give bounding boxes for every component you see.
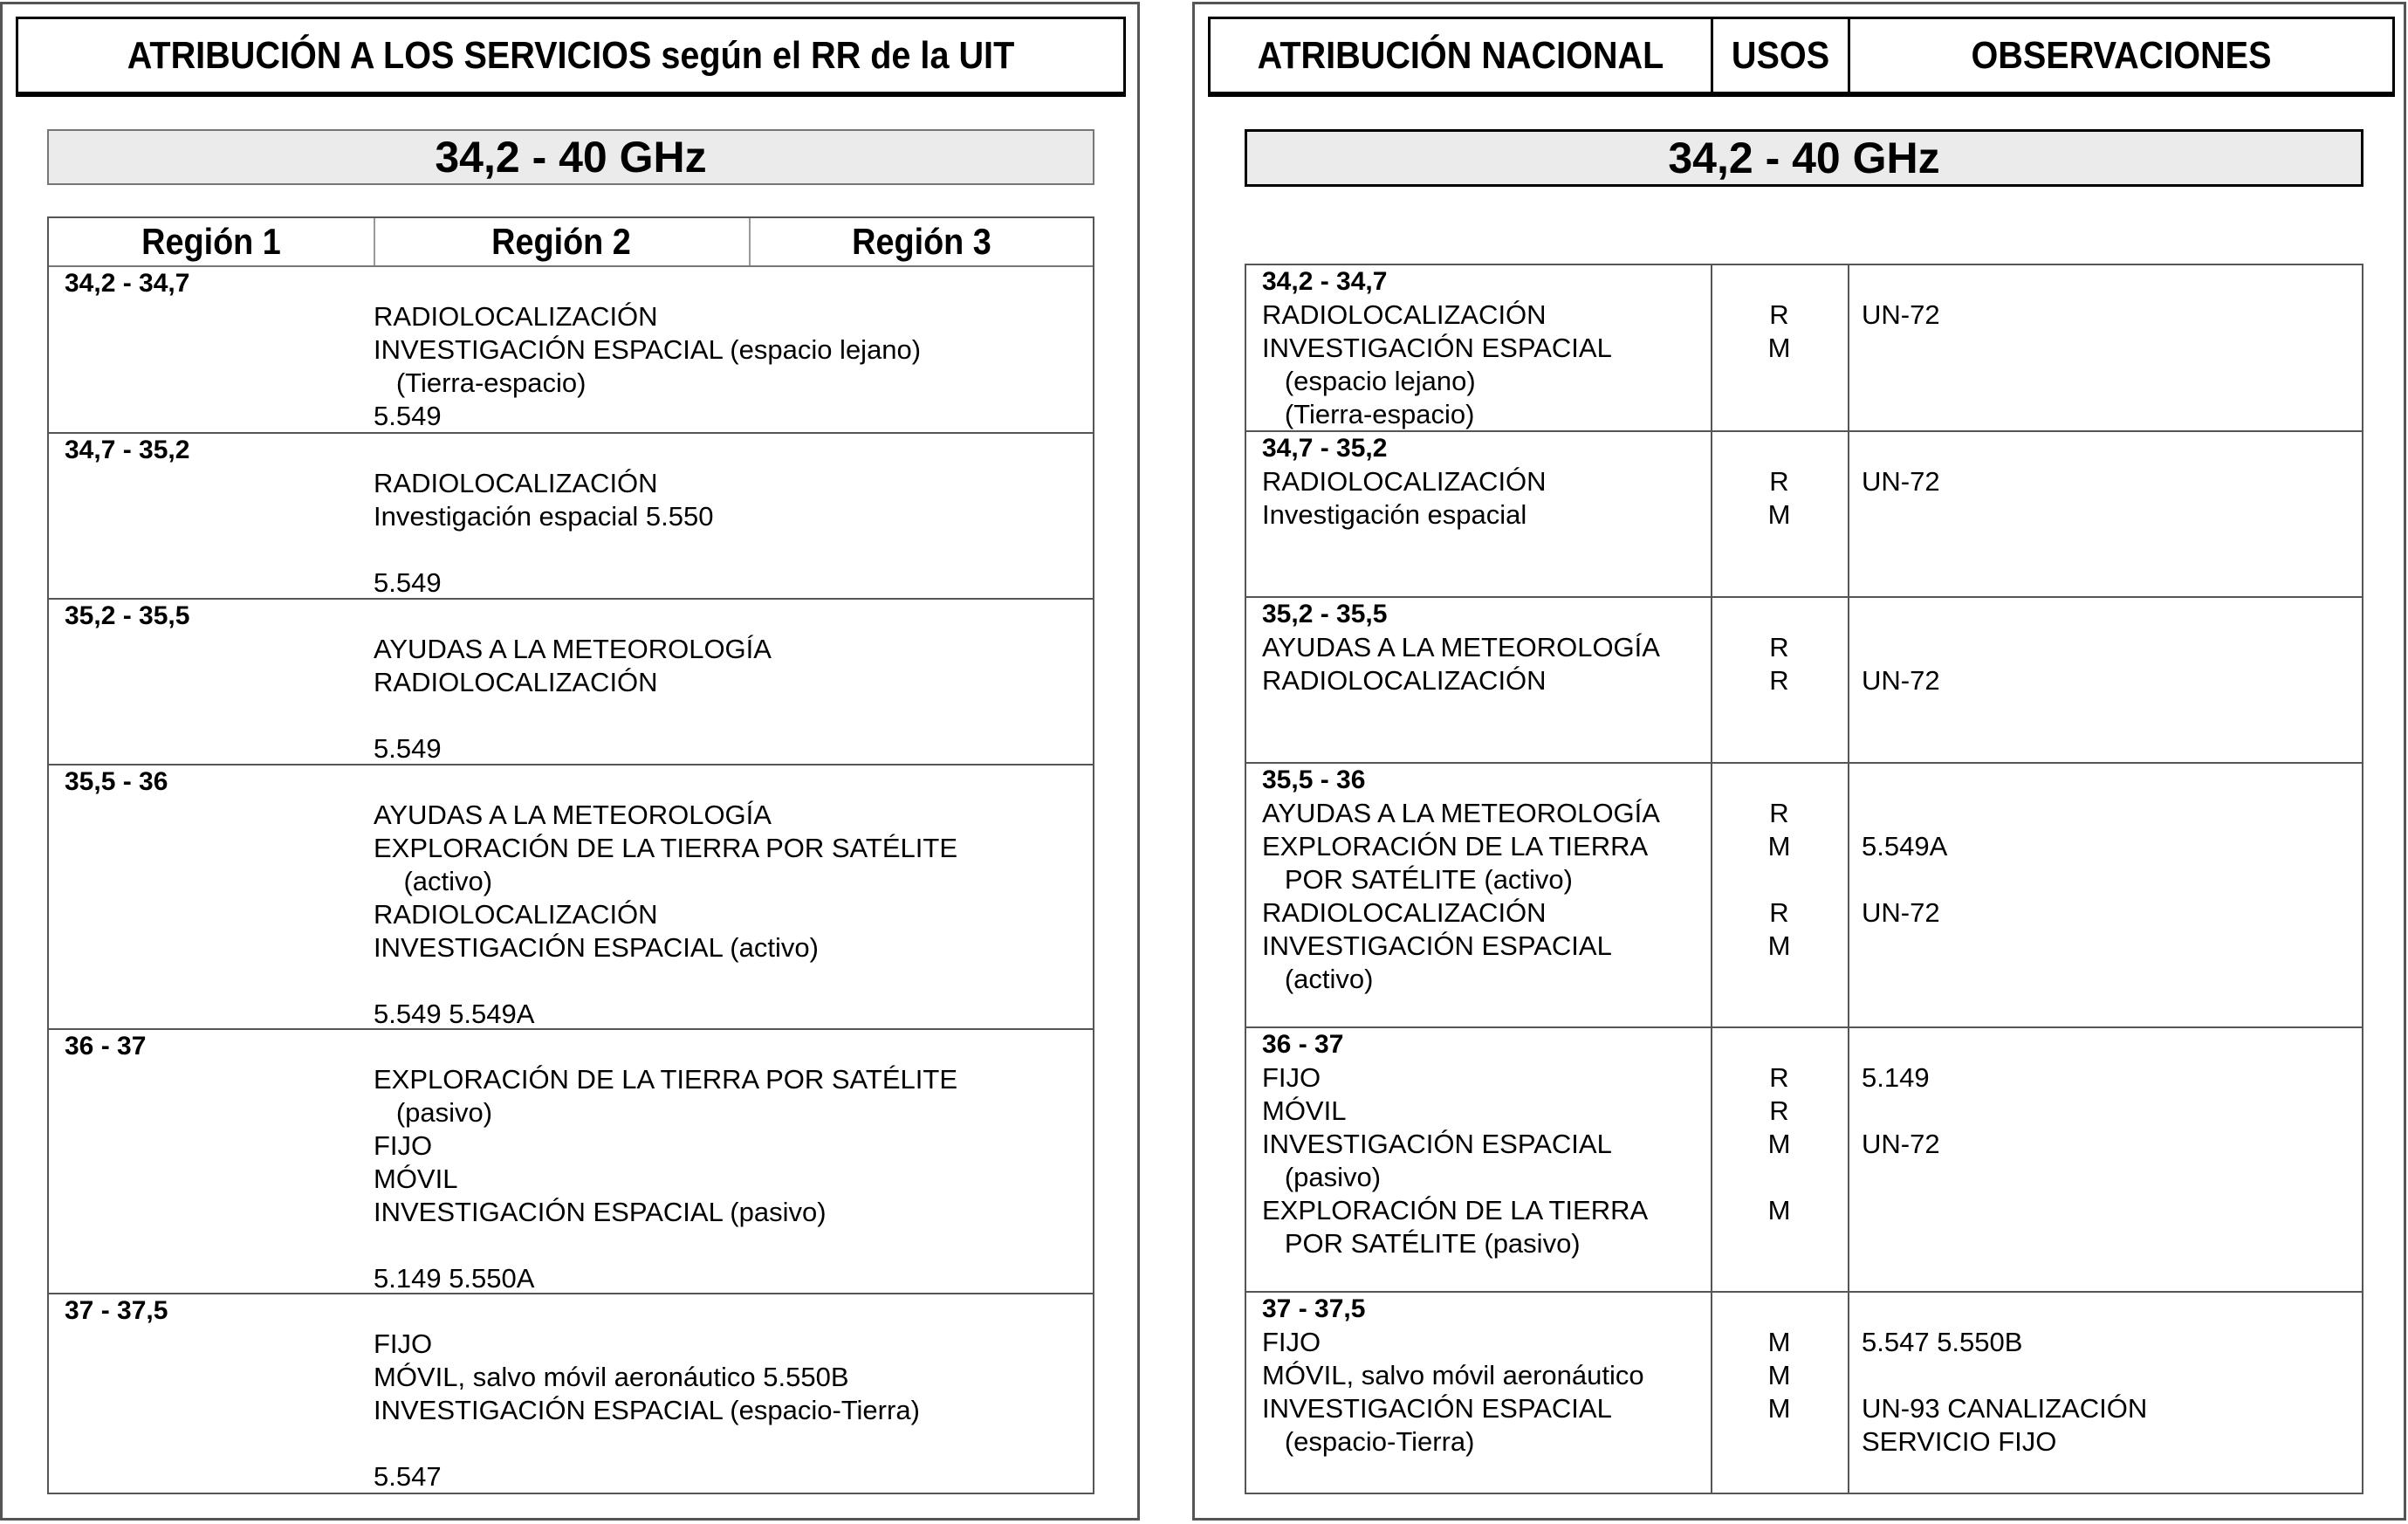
service-line: EXPLORACIÓN DE LA TIERRA POR SATÉLITE [374, 1064, 957, 1095]
usos-value: R [1769, 665, 1789, 696]
service-line: Investigación espacial 5.550 [374, 501, 714, 532]
observaciones-list [1862, 631, 1940, 697]
service-line [374, 699, 772, 732]
observacion-value: UN-93 CANALIZACIÓN [1862, 1393, 2148, 1424]
national-service-line: (activo) [1262, 964, 1374, 994]
observacion-value [1862, 1359, 2147, 1392]
observacion-value [1862, 498, 1940, 532]
observacion-value: UN-72 [1862, 897, 1940, 928]
service-line [374, 1229, 957, 1262]
usos-value: R [1769, 897, 1789, 928]
national-service-line: EXPLORACIÓN DE LA TIERRA [1262, 831, 1649, 862]
itu-title: ATRIBUCIÓN A LOS SERVICIOS según el RR de la UIT [127, 33, 1015, 77]
observacion-value [1862, 631, 1940, 664]
observacion-value [1862, 1095, 1940, 1128]
observacion-value: UN-72 [1862, 665, 1940, 696]
usos-list [1711, 299, 1848, 431]
national-band-row [1246, 432, 2362, 598]
national-band-row [1246, 1293, 2362, 1496]
service-line: 5.149 5.550A [374, 1263, 535, 1294]
usos-list [1711, 797, 1848, 996]
frequency-range: 34,7 - 35,2 [65, 436, 190, 464]
header-cell-usos [1713, 19, 1850, 92]
national-service-line: MÓVIL [1262, 1095, 1347, 1126]
usos-value: M [1767, 930, 1791, 961]
observaciones-list [1862, 1061, 1940, 1260]
usos-value [1711, 1227, 1848, 1260]
service-line: (pasivo) [374, 1097, 493, 1128]
usos-value [1711, 1161, 1848, 1194]
national-service-line: RADIOLOCALIZACIÓN [1262, 299, 1547, 330]
national-service-list [1262, 797, 1660, 996]
itu-band-row [49, 600, 1093, 765]
national-service-line: RADIOLOCALIZACIÓN [1262, 665, 1547, 696]
frequency-range: 34,7 - 35,2 [1262, 434, 1388, 463]
service-line: 5.549 [374, 733, 442, 764]
service-list [374, 467, 713, 600]
header-cell-attribution [1211, 19, 1713, 92]
national-band-row [1246, 764, 2362, 1028]
frequency-range: 37 - 37,5 [1262, 1294, 1366, 1323]
national-service-list [1262, 1326, 1644, 1459]
usos-value [1711, 1425, 1848, 1459]
observacion-value [1862, 332, 1940, 365]
usos-value: R [1769, 1062, 1789, 1093]
frequency-range: 35,2 - 35,5 [1262, 600, 1388, 628]
national-service-line: (espacio lejano) [1262, 366, 1476, 396]
header-usos: USOS [1731, 33, 1830, 77]
header-attribution: ATRIBUCIÓN NACIONAL [1257, 33, 1664, 77]
observacion-value [1862, 365, 1940, 398]
service-list [374, 1063, 957, 1295]
usos-value: M [1767, 1129, 1791, 1159]
service-line: 5.547 [374, 1461, 442, 1492]
observacion-value [1862, 930, 1947, 963]
usos-value: M [1767, 1195, 1791, 1225]
observacion-value: UN-72 [1862, 299, 1940, 330]
service-line: (Tierra-espacio) [374, 367, 587, 398]
service-line: MÓVIL [374, 1164, 458, 1194]
national-service-line: RADIOLOCALIZACIÓN [1262, 466, 1547, 497]
service-line: INVESTIGACIÓN ESPACIAL (pasivo) [374, 1197, 827, 1227]
region-divider [749, 218, 751, 265]
service-line: 5.549 [374, 401, 442, 431]
national-service-line: Investigación espacial [1262, 499, 1527, 530]
itu-band-label: 34,2 - 40 GHz [47, 129, 1094, 185]
itu-table [47, 216, 1094, 1494]
usos-value: M [1767, 1393, 1791, 1424]
service-line: RADIOLOCALIZACIÓN [374, 667, 658, 697]
region-2-header: Región 2 [491, 221, 631, 262]
national-service-line: FIJO [1262, 1062, 1321, 1093]
service-list [374, 633, 772, 765]
usos-value [1711, 863, 1848, 896]
frequency-range: 34,2 - 34,7 [1262, 267, 1388, 296]
itu-band-row [49, 765, 1093, 1030]
usos-value: R [1769, 1095, 1789, 1126]
service-line: RADIOLOCALIZACIÓN [374, 468, 658, 498]
service-line: INVESTIGACIÓN ESPACIAL (activo) [374, 932, 819, 963]
usos-value: M [1767, 831, 1791, 862]
service-line: RADIOLOCALIZACIÓN [374, 301, 658, 332]
region-3-header: Región 3 [852, 221, 991, 262]
national-band-row [1246, 1028, 2362, 1293]
frequency-range: 37 - 37,5 [65, 1296, 168, 1325]
usos-value: M [1767, 1360, 1791, 1390]
frequency-range: 34,2 - 34,7 [65, 269, 190, 298]
service-line: MÓVIL, salvo móvil aeronáutico 5.550B [374, 1362, 849, 1392]
itu-band-row [49, 1294, 1093, 1496]
region-header-row [49, 218, 1093, 267]
service-line: AYUDAS A LA METEOROLOGÍA [374, 800, 772, 830]
usos-value: R [1769, 632, 1789, 662]
observaciones-list [1862, 465, 1940, 532]
service-line: INVESTIGACIÓN ESPACIAL (espacio-Tierra) [374, 1395, 920, 1425]
frequency-range: 36 - 37 [65, 1032, 147, 1061]
header-observaciones: OBSERVACIONES [1971, 33, 2272, 77]
service-line: 5.549 5.549A [374, 999, 535, 1029]
observaciones-list [1862, 1326, 2147, 1459]
national-table [1245, 264, 2363, 1494]
itu-allocation-panel [0, 2, 1140, 1521]
national-service-line: INVESTIGACIÓN ESPACIAL [1262, 930, 1612, 961]
national-band-row [1246, 265, 2362, 432]
observacion-value: 5.547 5.550B [1862, 1327, 2023, 1357]
national-service-line: INVESTIGACIÓN ESPACIAL [1262, 1129, 1612, 1159]
usos-value [1711, 398, 1848, 431]
national-band-row [1246, 598, 2362, 764]
national-service-line: POR SATÉLITE (pasivo) [1262, 1228, 1581, 1259]
observacion-value: SERVICIO FIJO [1862, 1426, 2057, 1457]
national-allocation-panel [1192, 2, 2406, 1521]
service-line [374, 1427, 920, 1460]
frequency-range: 36 - 37 [1262, 1030, 1344, 1059]
national-service-line: (Tierra-espacio) [1262, 399, 1475, 429]
observaciones-list [1862, 299, 1940, 431]
usos-list [1711, 1061, 1848, 1260]
region-divider [374, 218, 375, 265]
national-service-line: EXPLORACIÓN DE LA TIERRA [1262, 1195, 1649, 1225]
observacion-value [1862, 797, 1947, 830]
service-list [374, 300, 921, 433]
national-service-line: POR SATÉLITE (activo) [1262, 864, 1574, 895]
national-service-line: AYUDAS A LA METEOROLOGÍA [1262, 632, 1660, 662]
observacion-value: 5.549A [1862, 831, 1948, 862]
itu-band-row [49, 1030, 1093, 1294]
national-service-line: INVESTIGACIÓN ESPACIAL [1262, 1393, 1612, 1424]
usos-value: R [1769, 798, 1789, 828]
national-service-line: (pasivo) [1262, 1162, 1382, 1192]
national-service-line: (espacio-Tierra) [1262, 1426, 1475, 1457]
national-band-label: 34,2 - 40 GHz [1245, 129, 2363, 187]
service-line: (activo) [374, 866, 493, 896]
national-service-line: RADIOLOCALIZACIÓN [1262, 897, 1547, 928]
usos-value: M [1767, 1327, 1791, 1357]
observaciones-list [1862, 797, 1947, 996]
national-service-list [1262, 465, 1547, 532]
usos-list [1711, 1326, 1848, 1459]
frequency-range: 35,2 - 35,5 [65, 601, 190, 630]
service-line: FIJO [374, 1328, 433, 1359]
service-line [374, 965, 957, 998]
national-service-list [1262, 1061, 1648, 1260]
national-service-line: FIJO [1262, 1327, 1321, 1357]
observacion-value [1862, 863, 1947, 896]
usos-value: M [1767, 499, 1791, 530]
observacion-value [1862, 1194, 1940, 1227]
usos-list [1711, 465, 1848, 532]
region-1-header: Región 1 [141, 221, 281, 262]
observacion-value [1862, 963, 1947, 996]
usos-value [1711, 365, 1848, 398]
observacion-value [1862, 1161, 1940, 1194]
frequency-range: 35,5 - 36 [1262, 765, 1366, 794]
service-list [374, 1328, 920, 1493]
service-line: FIJO [374, 1130, 433, 1161]
national-service-list [1262, 631, 1660, 697]
observacion-value: UN-72 [1862, 1129, 1940, 1159]
national-header [1208, 17, 2395, 97]
header-cell-observaciones [1850, 19, 2392, 92]
itu-band-row [49, 267, 1093, 434]
usos-value: M [1767, 333, 1791, 363]
national-service-line: INVESTIGACIÓN ESPACIAL [1262, 333, 1612, 363]
national-service-line: MÓVIL, salvo móvil aeronáutico [1262, 1360, 1644, 1390]
usos-value: R [1769, 466, 1789, 497]
usos-value [1711, 963, 1848, 996]
service-line: AYUDAS A LA METEOROLOGÍA [374, 634, 772, 664]
national-service-list [1262, 299, 1612, 431]
frequency-range: 35,5 - 36 [65, 767, 168, 796]
service-line: 5.549 [374, 567, 442, 598]
usos-list [1711, 631, 1848, 697]
service-line: RADIOLOCALIZACIÓN [374, 899, 658, 930]
observacion-value [1862, 1227, 1940, 1260]
service-line [374, 533, 713, 566]
observacion-value: UN-72 [1862, 466, 1940, 497]
observacion-value [1862, 398, 1940, 431]
observacion-value: 5.149 [1862, 1062, 1930, 1093]
service-line: INVESTIGACIÓN ESPACIAL (espacio lejano) [374, 334, 922, 365]
national-service-line: AYUDAS A LA METEOROLOGÍA [1262, 798, 1660, 828]
service-line: EXPLORACIÓN DE LA TIERRA POR SATÉLITE [374, 833, 957, 863]
service-list [374, 799, 957, 1031]
itu-header [16, 17, 1126, 97]
usos-value: R [1769, 299, 1789, 330]
itu-band-row [49, 434, 1093, 600]
